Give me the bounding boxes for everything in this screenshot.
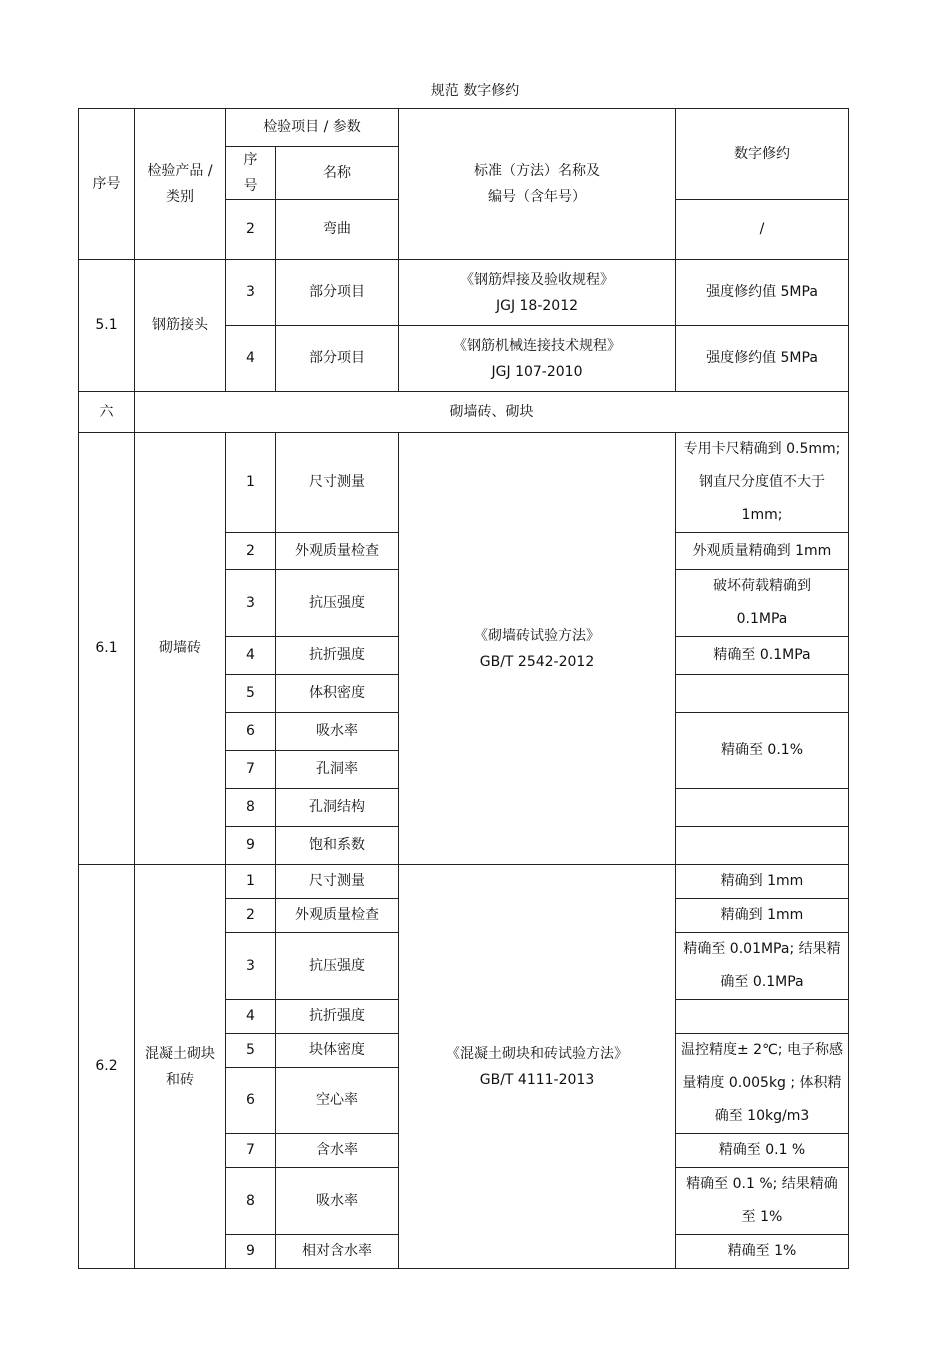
- section-seq: 6.2: [79, 865, 135, 1269]
- row-rounding: 精确至 0.1 %; 结果精确至 1%: [676, 1168, 849, 1235]
- row-no: 4: [226, 637, 276, 675]
- row-rounding: 强度修约值 5MPa: [676, 260, 849, 326]
- row-name: 体积密度: [276, 675, 399, 713]
- row-rounding: 强度修约值 5MPa: [676, 326, 849, 392]
- row-name: 孔洞率: [276, 751, 399, 789]
- row-name: 含水率: [276, 1134, 399, 1168]
- row-no: 2: [226, 899, 276, 933]
- standard-name: 《混凝土砌块和砖试验方法》: [446, 1045, 628, 1062]
- row-no: 3: [226, 933, 276, 1000]
- row-name: 抗压强度: [276, 933, 399, 1000]
- row-no: 5: [226, 675, 276, 713]
- row-rounding: [676, 827, 849, 865]
- section-label: 砌墙砖、砌块: [135, 392, 849, 433]
- row-no: 6: [226, 713, 276, 751]
- header-product: 检验产品 / 类别: [135, 109, 226, 260]
- row-rounding: [676, 1000, 849, 1034]
- row-rounding: 精确到 1mm: [676, 865, 849, 899]
- row-rounding: 精确至 0.01MPa; 结果精确至 0.1MPa: [676, 933, 849, 1000]
- row-no: 8: [226, 789, 276, 827]
- row-no: 5: [226, 1034, 276, 1068]
- row-name: 外观质量检查: [276, 899, 399, 933]
- header-standard: 标准（方法）名称及编号（含年号）: [399, 109, 676, 260]
- row-standard: [399, 865, 676, 1269]
- row-rounding: 精确至 0.1 %: [676, 1134, 849, 1168]
- row-rounding: 破坏荷载精确到 0.1MPa: [676, 570, 849, 637]
- row-standard: [399, 260, 676, 326]
- row-rounding: 精确至 0.1MPa: [676, 637, 849, 675]
- row-rounding: 精确至 0.1%: [676, 713, 849, 789]
- row-name: 块体密度: [276, 1034, 399, 1068]
- row-rounding: [676, 789, 849, 827]
- row-rounding: 外观质量精确到 1mm: [676, 533, 849, 570]
- row-no: 3: [226, 570, 276, 637]
- row-name: 抗压强度: [276, 570, 399, 637]
- standard-name: 《砌墙砖试验方法》: [474, 627, 600, 644]
- row-rounding: [676, 675, 849, 713]
- standard-code: JGJ 107-2010: [491, 363, 583, 380]
- section-product: 钢筋接头: [135, 260, 226, 392]
- row-no: 9: [226, 827, 276, 865]
- section-seq: 六: [79, 392, 135, 433]
- row-no: 2: [226, 200, 276, 260]
- row-no: 2: [226, 533, 276, 570]
- row-standard: [399, 433, 676, 865]
- row-rounding: 精确至 1%: [676, 1235, 849, 1269]
- standard-code: JGJ 18-2012: [495, 297, 579, 314]
- row-name: 相对含水率: [276, 1235, 399, 1269]
- section-product: 混凝土砌块和砖: [135, 865, 226, 1269]
- row-rounding: /: [676, 200, 849, 260]
- row-name: 弯曲: [276, 200, 399, 260]
- standard-name: 《钢筋机械连接技术规程》: [453, 337, 621, 354]
- row-no: 4: [226, 1000, 276, 1034]
- row-no: 3: [226, 260, 276, 326]
- header-items: 检验项目 / 参数: [226, 109, 399, 147]
- header-name: 名称: [276, 147, 399, 200]
- row-name: 空心率: [276, 1068, 399, 1134]
- row-no: 1: [226, 865, 276, 899]
- row-name: 吸水率: [276, 1168, 399, 1235]
- section-product: 砌墙砖: [135, 433, 226, 865]
- row-standard: [399, 326, 676, 392]
- row-no: 8: [226, 1168, 276, 1235]
- row-name: 抗折强度: [276, 1000, 399, 1034]
- standard-code: GB/T 2542-2012: [479, 653, 595, 670]
- row-no: 9: [226, 1235, 276, 1269]
- row-no: 1: [226, 433, 276, 533]
- row-name: 尺寸测量: [276, 433, 399, 533]
- header-rounding: 数字修约: [676, 109, 849, 200]
- row-rounding: 温控精度± 2℃; 电子称感量精度 0.005kg ; 体积精确至 10kg/m3: [676, 1034, 849, 1134]
- row-name: 尺寸测量: [276, 865, 399, 899]
- section-seq: 6.1: [79, 433, 135, 865]
- row-no: 7: [226, 1134, 276, 1168]
- row-rounding: 精确到 1mm: [676, 899, 849, 933]
- standard-name: 《钢筋焊接及验收规程》: [460, 271, 614, 288]
- standard-code: GB/T 4111-2013: [479, 1071, 595, 1088]
- row-name: 部分项目: [276, 260, 399, 326]
- row-name: 吸水率: [276, 713, 399, 751]
- row-name: 部分项目: [276, 326, 399, 392]
- row-name: 饱和系数: [276, 827, 399, 865]
- page-title: 规范 数字修约: [430, 83, 520, 99]
- row-no: 7: [226, 751, 276, 789]
- section-seq: 5.1: [79, 260, 135, 392]
- row-no: 4: [226, 326, 276, 392]
- row-no: 6: [226, 1068, 276, 1134]
- row-name: 孔洞结构: [276, 789, 399, 827]
- row-rounding: 专用卡尺精确到 0.5mm; 钢直尺分度值不大于 1mm;: [676, 433, 849, 533]
- header-seq: 序号: [79, 109, 135, 260]
- spec-table: [78, 108, 849, 1269]
- row-name: 外观质量检查: [276, 533, 399, 570]
- header-sub-seq: 序号: [226, 147, 276, 200]
- row-name: 抗折强度: [276, 637, 399, 675]
